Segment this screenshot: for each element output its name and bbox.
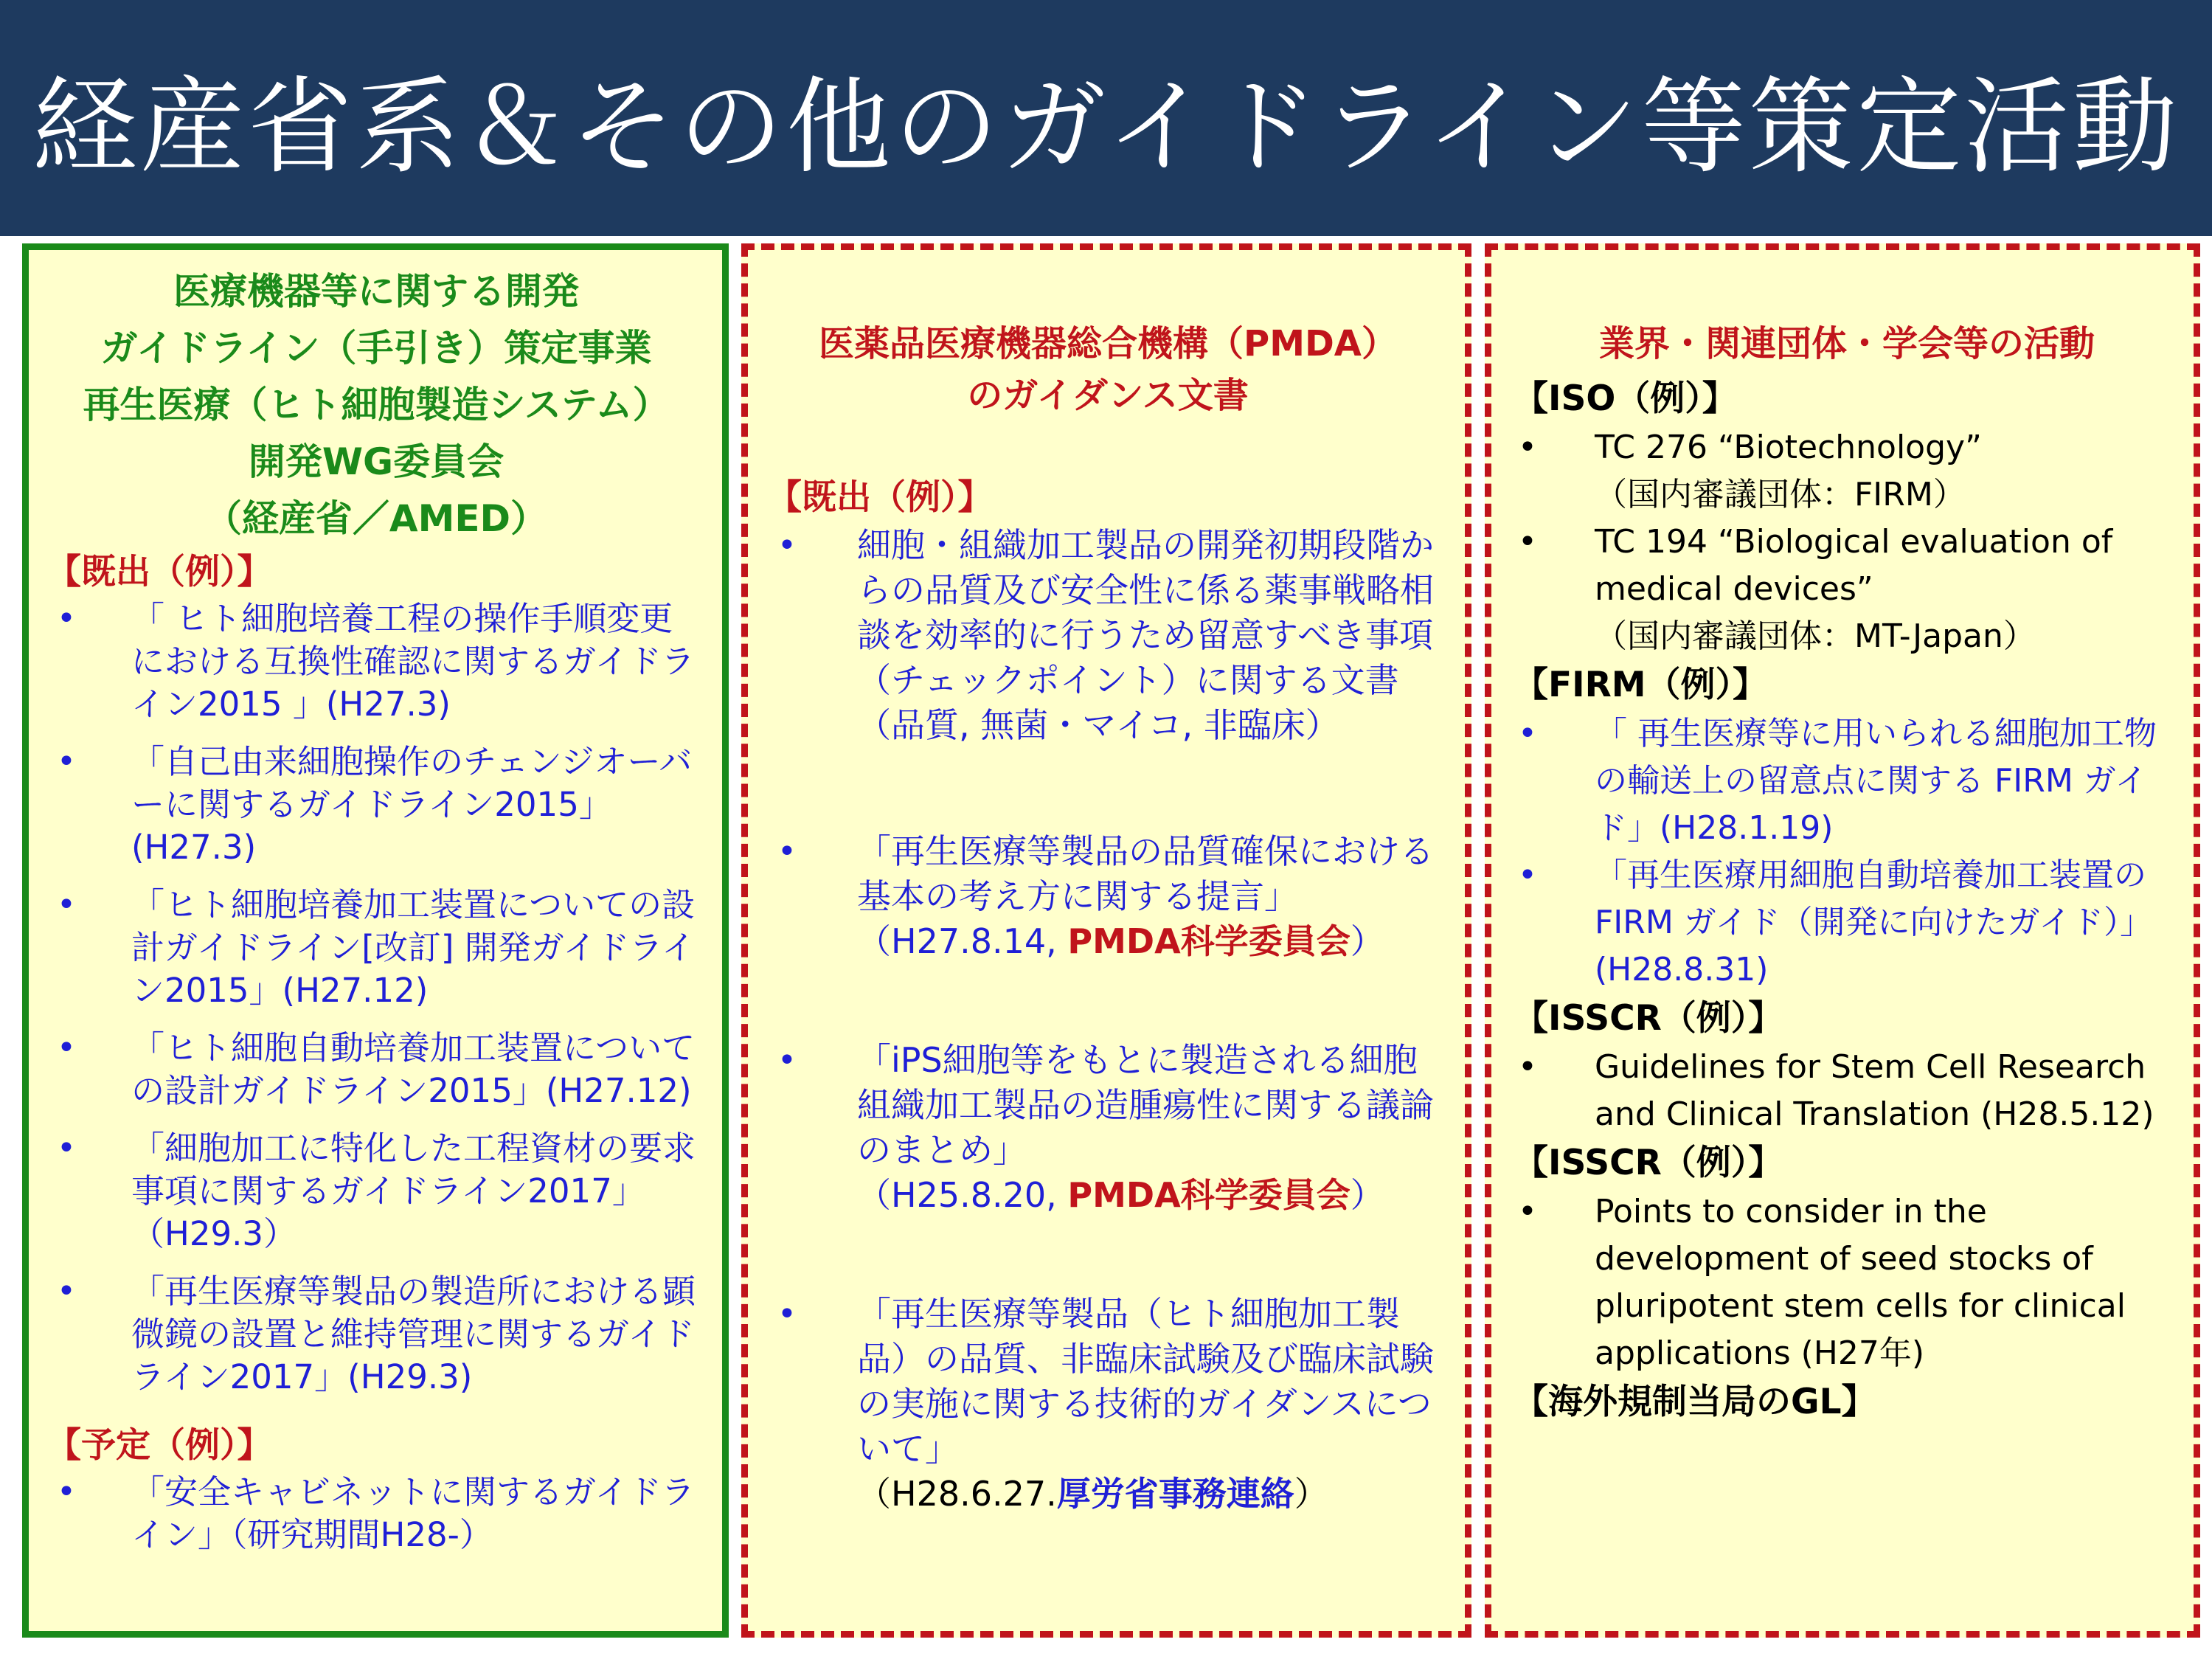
panel-pmda-guidance	[741, 243, 1471, 1638]
bullet: •	[777, 833, 797, 870]
list-item: • Points to consider in the development of seed stocks of pluripotent stem cells for clinical applications (H27年)	[1514, 1188, 2180, 1377]
iso-list	[1514, 424, 2180, 471]
title-line: 医療機器等に関する開発	[173, 270, 579, 313]
published-heading: 【既出（例）】	[767, 477, 993, 518]
iso-note: （国内審議団体：MT-Japan）	[1595, 617, 2036, 655]
bullet: •	[57, 1129, 76, 1167]
bullet: •	[777, 1295, 797, 1333]
bullet: •	[57, 743, 76, 780]
list-item: • 「細胞加工に特化した工程資材の要求事項に関するガイドライン2017」（H29.3）	[57, 1129, 696, 1253]
item-note: （H25.8.20, PMDA科学委員会）	[857, 1175, 1384, 1215]
title-bar	[0, 0, 2212, 236]
iso-note: （国内審議団体：FIRM）	[1595, 476, 1966, 513]
title-line: 再生医療（ヒト細胞製造システム）	[83, 384, 670, 426]
firm-list	[1514, 710, 2180, 994]
title-line: ガイドライン（手引き）策定事業	[100, 327, 652, 370]
list-item: • 「iPS細胞等をもとに製造される細胞組織加工製品の造腫瘍性に関する議論のまとめ」 （H25.8.20, PMDA科学委員会）	[767, 1038, 1449, 1218]
bullet: •	[1518, 523, 1537, 561]
bullet: •	[1518, 429, 1537, 466]
bullet: •	[57, 1473, 76, 1511]
bullet: •	[57, 1272, 76, 1310]
title-line: のガイダンス文書	[967, 375, 1249, 416]
panel-meti-guidelines	[22, 243, 729, 1638]
title-line: 開発WG委員会	[248, 440, 505, 483]
list-item: • 「 ヒト細胞培養工程の操作手順変更における互換性確認に関するガイドライン2015 」(H27.3)	[57, 599, 695, 724]
title-line: （経産省／AMED）	[204, 497, 548, 540]
iso-list	[1514, 519, 2180, 613]
planned-list	[46, 1471, 706, 1556]
organization: PMDA科学委員会	[1067, 921, 1351, 961]
organization: 厚労省事務連絡	[1056, 1474, 1294, 1514]
planned-heading: 【予定（例）】	[46, 1425, 272, 1466]
bullet: •	[57, 600, 76, 637]
list-item: • 「再生医療用細胞自動培養加工装置のFIRM ガイド（開発に向けたガイド）」(H28.8.31)	[1514, 852, 2180, 994]
list-item: • 「 再生医療等に用いられる細胞加工物の輸送上の留意点に関する FIRM ガイド」(H28.1.19)	[1514, 710, 2180, 852]
published-list	[46, 598, 706, 1399]
list-item: • 「再生医療等製品の品質確保における基本の考え方に関する提言」 （H27.8.14, PMDA科学委員会）	[767, 829, 1449, 964]
page-title: 経産省系＆その他のガイドライン等策定活動	[32, 66, 2180, 188]
bullet: •	[1518, 715, 1537, 752]
list-item: • 「再生医療等製品の製造所における顕微鏡の設置と維持管理に関するガイドライン2017」(H29.3)	[57, 1272, 696, 1396]
title-line: 医薬品医療機器総合機構（PMDA）	[819, 323, 1397, 364]
published-heading: 【既出（例）】	[46, 552, 272, 592]
item-note: （H27.8.14, PMDA科学委員会）	[857, 921, 1384, 961]
bullet: •	[777, 1042, 797, 1079]
bullet: •	[1518, 1193, 1537, 1230]
item-note: （H28.6.27.厚労省事務連絡）	[857, 1474, 1328, 1514]
bullet: •	[57, 1029, 76, 1067]
bullet: •	[57, 886, 76, 924]
panel-title: 業界・関連団体・学会等の活動	[1598, 323, 2095, 364]
list-item: • TC 276 “Biotechnology”	[1514, 424, 2180, 471]
list-item: • 「再生医療等製品（ヒト細胞加工製品）の品質、非臨床試験及び臨床試験の実施に関する技術的ガイダンスについて」 （H28.6.27.厚労省事務連絡）	[767, 1292, 1449, 1517]
list-item: • 「自己由来細胞操作のチェンジオーバーに関するガイドライン2015」(H27.3)	[57, 742, 693, 867]
list-item: • Guidelines for Stem Cell Research and Clinical Translation (H28.5.12)	[1514, 1044, 2180, 1138]
list-item: • 「ヒト細胞自動培養加工装置についての設計ガイドライン2015」(H27.12)	[57, 1028, 696, 1110]
list-item: • 細胞・組織加工製品の開発初期段階からの品質及び安全性に係る薬事戦略相談を効率的に行うため留意すべき事項（チェックポイント）に関する文書（品質, 無菌・マイコ, 非臨床）	[767, 523, 1449, 748]
isscr-list	[1514, 1044, 2180, 1138]
panel-title	[767, 318, 1449, 421]
panel-title	[46, 263, 706, 547]
isscr-heading: 【ISSCR（例）】	[1514, 998, 1783, 1039]
overseas-heading: 【海外規制当局のGL】	[1514, 1382, 1876, 1422]
isscr-heading: 【ISSCR（例）】	[1514, 1143, 1783, 1183]
panel-industry-activities	[1485, 243, 2200, 1638]
list-item: • 「ヒト細胞培養加工装置についての設計ガイドライン[改訂] 開発ガイドライン2015」(H27.12)	[57, 885, 696, 1010]
bullet: •	[1518, 1048, 1537, 1086]
bullet: •	[777, 527, 797, 564]
iso-heading: 【ISO（例）】	[1514, 378, 1737, 419]
guidance-list	[767, 523, 1449, 1517]
firm-heading: 【FIRM（例）】	[1514, 665, 1768, 705]
list-item: • 「安全キャビネットに関するガイドライン」（研究期間H28-）	[57, 1472, 695, 1554]
organization: PMDA科学委員会	[1067, 1175, 1351, 1215]
bullet: •	[1518, 856, 1537, 894]
list-item: • TC 194 “Biological evaluation of medical devices”	[1514, 519, 2180, 613]
isscr-list	[1514, 1188, 2180, 1377]
